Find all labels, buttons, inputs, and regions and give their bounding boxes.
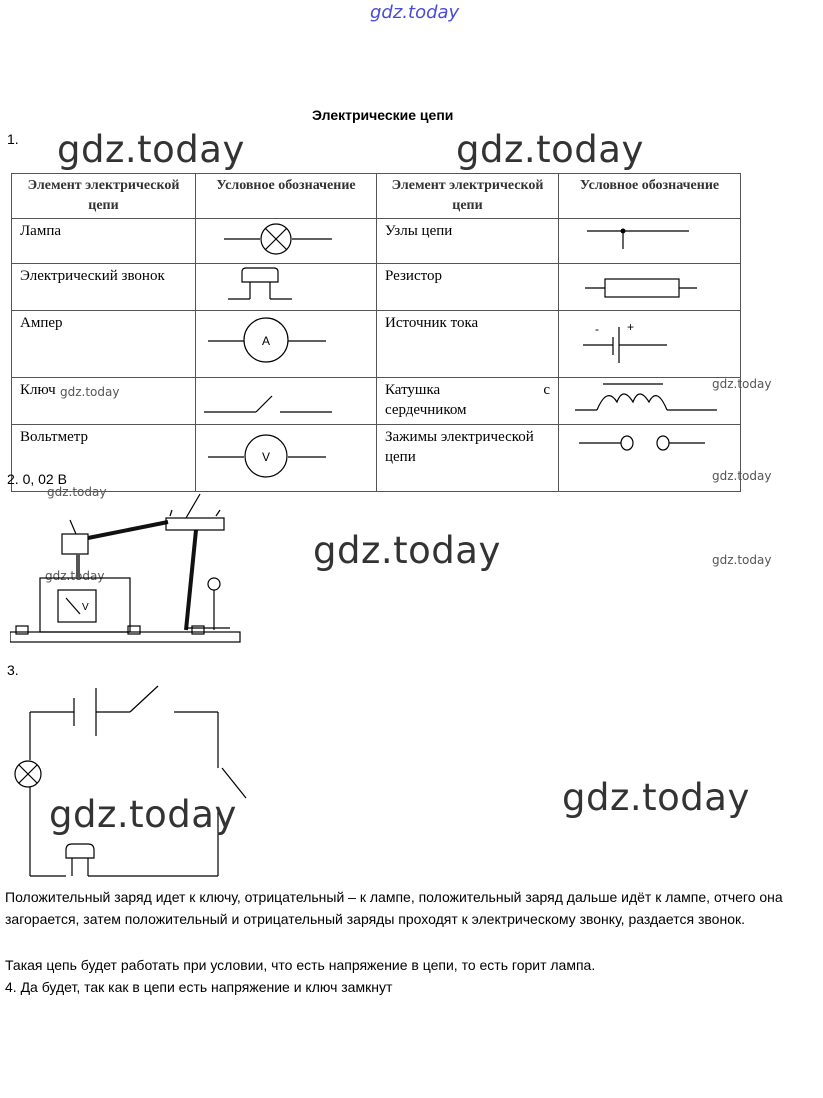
watermark-small-4: gdz.today [47,485,107,499]
ammeter-letter: A [261,334,271,348]
watermark-small-1: gdz.today [60,385,120,399]
circuit-diagram [8,680,258,880]
task4-answer: 4. Да будет, так как в цепи есть напряжение и ключ замкнут [5,979,393,995]
table-row [12,264,741,311]
source-minus: - [595,322,599,336]
watermark-small-3: gdz.today [712,469,772,483]
header-element-2: Элемент электрической цепи [377,174,559,219]
watermark-big-1: gdz.today [57,128,245,171]
switch-symbol [196,378,377,425]
voltmeter-letter: V [261,450,271,464]
cell-bell: Электрический звонок [12,264,196,311]
resistor-symbol [559,264,741,311]
cell-switch: Ключ [12,378,196,425]
node-symbol [559,219,741,264]
header-symbol-1: Условное обозначение [196,174,377,219]
task3-number: 3. [7,662,19,678]
table-header-row [12,174,741,219]
cell-source: Источник тока [377,311,559,378]
cell-coil [377,378,559,425]
page-title: Электрические цепи [312,107,454,123]
source-plus: + [627,320,635,334]
ammeter-symbol [196,311,377,378]
table-row [12,219,741,264]
cell-lamp: Лампа [12,219,196,264]
bell-symbol [196,264,377,311]
watermark-big-4: gdz.today [562,776,750,819]
cell-nodes: Узлы цепи [377,219,559,264]
cell-clamps: Зажимы электрической цепи [377,425,559,492]
watermark-big-2: gdz.today [456,128,644,171]
header-symbol-2: Условное обозначение [559,174,741,219]
watermark-small-2: gdz.today [712,377,772,391]
elements-table [11,173,741,492]
task3-condition: Такая цепь будет работать при условии, что есть напряжение в цепи, то есть горит лампа. [5,957,596,973]
cell-voltmeter: Вольтметр [12,425,196,492]
setup-meter-letter: V [82,602,89,613]
table-row [12,378,741,425]
task2-answer: 2. 0, 02 В [7,471,67,487]
watermark-small-5: gdz.today [712,553,772,567]
watermark-top: gdz.today [370,2,460,23]
watermark-big-3: gdz.today [313,529,501,572]
watermark-small-6: gdz.today [45,569,105,583]
voltmeter-symbol [196,425,377,492]
lamp-symbol [196,219,377,264]
cell-ammeter: Ампер [12,311,196,378]
header-element-1: Элемент электрической цепи [12,174,196,219]
voltmeter-setup-illustration [10,490,250,650]
cell-resistor: Резистор [377,264,559,311]
coil-label-end: с [543,382,550,398]
task3-explanation: Положительный заряд идет к ключу, отрицательный – к лампе, положительный заряд дальше идёт к лампе, отчего она загорается, затем положительный и отрицательный заряды проходят к электрическому звонку, раздается звонок. [5,889,783,927]
table-row [12,425,741,492]
coil-label-line2: сердечником [385,402,467,418]
task1-number: 1. [7,131,19,147]
watermark-big-5: gdz.today [49,793,237,836]
source-symbol [559,311,741,378]
coil-label-line1: Катушка [385,382,441,398]
table-row [12,311,741,378]
